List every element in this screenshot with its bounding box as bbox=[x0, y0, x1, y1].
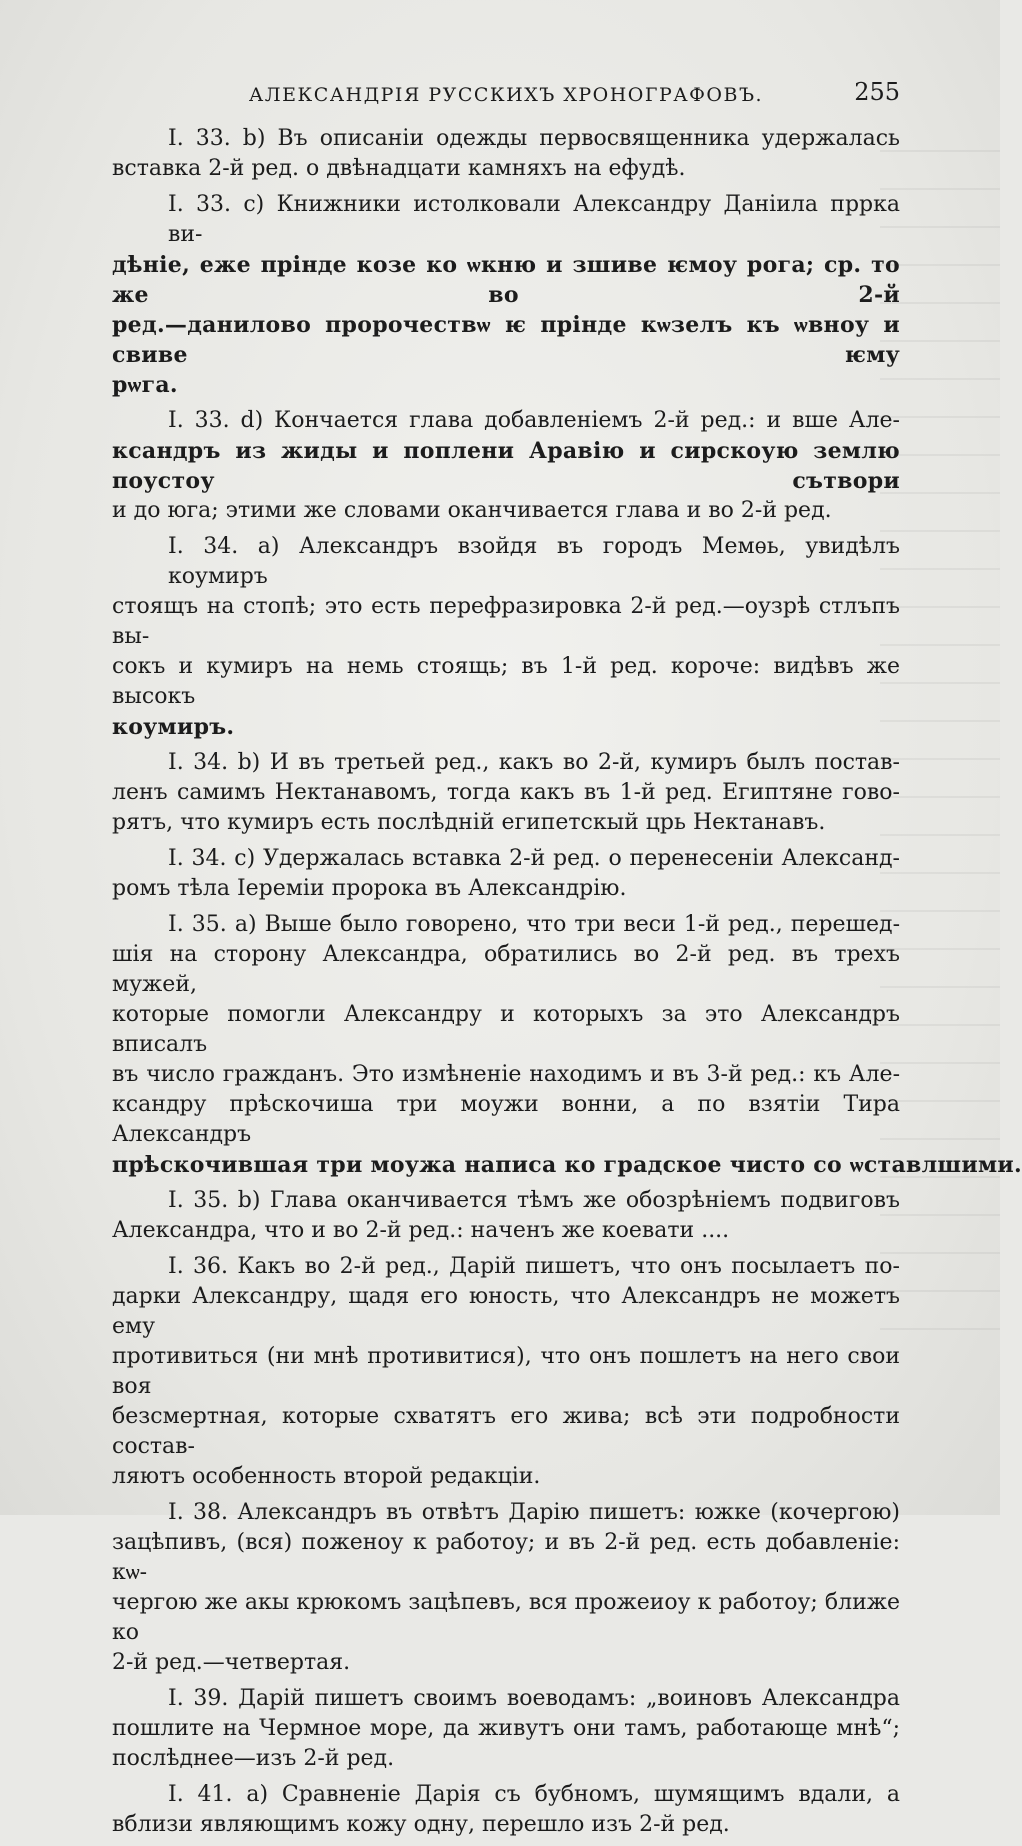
text-line: I. 34. a) Александръ взойдя въ городъ Мемѳь, увидѣлъ коумиръ bbox=[168, 534, 900, 589]
text-line: послѣднее—изъ 2-й ред. bbox=[112, 1746, 395, 1771]
text-line: ксандръ из жиды и поплени Аравію и сирскоую землю поустоу сътвори bbox=[112, 438, 900, 494]
text-line: I. 38. Александръ въ отвѣтъ Дарію пишетъ: южке (кочергою) bbox=[168, 1500, 900, 1525]
text-line: рятъ, что кумиръ есть послѣдній египетскый црь Нектанавъ. bbox=[112, 810, 826, 835]
paragraph-34c bbox=[112, 844, 900, 904]
paragraph-35b bbox=[112, 1186, 900, 1246]
text-line: Александра, что и во 2-й ред.: наченъ же коевати .... bbox=[112, 1218, 730, 1243]
text-line: I. 36. Какъ во 2-й ред., Дарій пишетъ, что онъ посылаетъ по- bbox=[168, 1254, 900, 1279]
text-line: ляютъ особенность второй редакціи. bbox=[112, 1464, 541, 1489]
text-line: въ число гражданъ. Это измѣненіе находимъ и въ 3-й ред.: къ Але- bbox=[112, 1062, 900, 1087]
text-line: I. 33. c) Книжники истолковали Александру Даніила пррка ви- bbox=[168, 192, 900, 247]
text-line: I. 33. d) Кончается глава добавленіемъ 2-й ред.: и вше Але- bbox=[168, 408, 900, 433]
text-line: ленъ самимъ Нектанавомъ, тогда какъ въ 1-й ред. Египтяне гово- bbox=[112, 780, 900, 805]
text-line: дарки Александру, щадя его юность, что Александръ не можетъ ему bbox=[112, 1284, 900, 1339]
page-body bbox=[112, 124, 1022, 1846]
text-line: шія на сторону Александра, обратились во 2-й ред. въ трехъ мужей, bbox=[112, 942, 900, 997]
text-line: вблизи являющимъ кожу одну, перешло изъ 2-й ред. bbox=[112, 1812, 730, 1837]
text-line: вставка 2-й ред. о двѣнадцати камняхъ на ефудѣ. bbox=[112, 156, 686, 181]
text-line: коумиръ. bbox=[112, 714, 235, 740]
paragraph-35a bbox=[112, 910, 1022, 1180]
text-line: I. 41. a) Сравненіе Дарія съ бубномъ, шумящимъ вдали, а bbox=[168, 1782, 900, 1807]
text-line: чергою же акы крюкомъ зацѣпевъ, вся прожеиоу к работоу; ближе ко bbox=[112, 1590, 900, 1645]
paragraph-39 bbox=[112, 1684, 900, 1774]
paragraph-33c bbox=[112, 190, 900, 400]
text-line: 2-й ред.—четвертая. bbox=[112, 1650, 351, 1675]
text-line: которые помогли Александру и которыхъ за это Александръ вписалъ bbox=[112, 1002, 900, 1057]
text-line: ред.—данилово пророчествѡ ѥ прінде кѡзелъ къ ѡвноу и свиве ѥму bbox=[112, 312, 900, 368]
paragraph-34b bbox=[112, 748, 900, 838]
text-line: I. 33. b) Въ описаніи одежды первосвященника удержалась bbox=[168, 126, 900, 151]
text-line: I. 39. Дарій пишетъ своимъ воеводамъ: „воиновъ Александра bbox=[168, 1686, 900, 1711]
paragraph-33d bbox=[112, 406, 900, 526]
text-line: ксандру прѣскочиша три моужи вонни, а по взятіи Тира Александръ bbox=[112, 1092, 900, 1147]
paragraph-33b bbox=[112, 124, 900, 184]
text-line: I. 35. a) Выше было говорено, что три веси 1-й ред., перешед- bbox=[168, 912, 900, 937]
text-line: рѡга. bbox=[112, 372, 178, 398]
paragraph-34a bbox=[112, 532, 900, 742]
page-number: 255 bbox=[854, 78, 900, 106]
paragraph-41a bbox=[112, 1780, 900, 1840]
text-line: дѣніе, еже прінде козе ко ѡкню и зшиве ѥмоу рога; ср. то же во 2-й bbox=[112, 252, 900, 308]
text-line: I. 34. b) И въ третьей ред., какъ во 2-й, кумиръ былъ постав- bbox=[168, 750, 900, 775]
text-line: прѣскочившая три моужа написа ко градское чисто со ѡставлшими. bbox=[112, 1152, 1022, 1178]
text-line: I. 35. b) Глава оканчивается тѣмъ же обозрѣніемъ подвиговъ bbox=[168, 1188, 900, 1213]
paragraph-36 bbox=[112, 1252, 900, 1492]
text-line: пошлите на Чермное море, да живутъ они тамъ, работающе мнѣ“; bbox=[112, 1716, 900, 1741]
text-line: I. 34. c) Удержалась вставка 2-й ред. о перенесеніи Александ- bbox=[168, 846, 900, 871]
text-line: безсмертная, которые схватятъ его жива; всѣ эти подробности состав- bbox=[112, 1404, 900, 1459]
running-title: АЛЕКСАНДРІЯ РУССКИХЪ ХРОНОГРАФОВЪ. bbox=[248, 84, 764, 106]
text-line: противиться (ни мнѣ противитися), что онъ пошлетъ на него свои воя bbox=[112, 1344, 900, 1399]
text-line: и до юга; этими же словами оканчивается глава и во 2-й ред. bbox=[112, 498, 832, 523]
running-head bbox=[112, 78, 900, 118]
text-line: стоящъ на стопѣ; это есть перефразировка 2-й ред.—оузрѣ стлъпъ вы- bbox=[112, 594, 900, 649]
paragraph-38 bbox=[112, 1498, 900, 1678]
text-line: зацѣпивъ, (вся) поженоу к работоу; и въ 2-й ред. есть добавленіе: кѡ- bbox=[112, 1530, 900, 1585]
text-line: ромъ тѣла Іереміи пророка въ Александрію. bbox=[112, 876, 627, 901]
text-line: сокъ и кумиръ на немь стоящь; въ 1-й ред. короче: видѣвъ же высокъ bbox=[112, 654, 900, 709]
